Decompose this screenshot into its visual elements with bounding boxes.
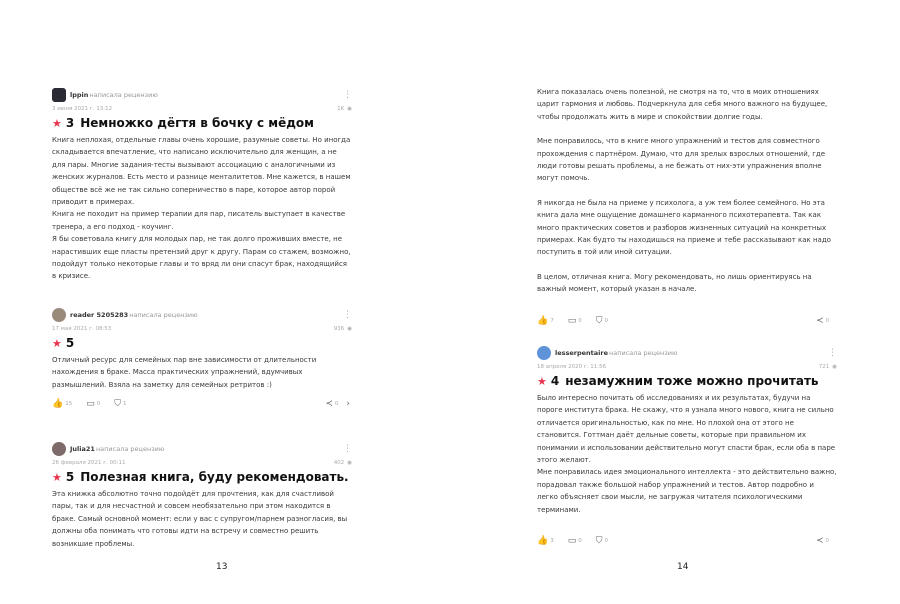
review-paragraph: Мне понравилась идея эмоционального интеллекта - это действительно важно, порадовал также большой набор упражнений и тестов. Автор подробно и легко объясняет свои мысли, не загружая читателя психологическими терминами.	[537, 468, 837, 514]
bookmark-button[interactable]: ⛉ 0	[595, 536, 608, 547]
review-body	[52, 134, 352, 283]
like-button[interactable]: 👍 15	[52, 399, 73, 410]
comment-icon: ▭	[567, 315, 577, 326]
like-button[interactable]: 👍 7	[537, 315, 554, 326]
star-icon: ★	[52, 470, 62, 484]
page-number: 13	[216, 562, 228, 572]
more-menu-icon[interactable]: ⋮	[828, 347, 837, 358]
comment-icon: ▭	[567, 536, 577, 547]
bookmark-icon: ⛉	[595, 536, 603, 547]
more-menu-icon[interactable]: ⋮	[343, 309, 352, 320]
review-title: Полезная книга, буду рекомендовать.	[80, 470, 349, 484]
wrote-review-label: написала рецензию	[95, 445, 165, 453]
rating-value: 4	[550, 374, 560, 388]
review-card	[52, 306, 352, 409]
views-count: 936	[333, 326, 345, 332]
review-title: незамужним тоже можно прочитать	[565, 374, 819, 388]
avatar[interactable]	[52, 442, 66, 456]
review-paragraph: Отличный ресурс для семейных пар вне зависимости от длительности нахождения в браке. Масса практических упражнений, вдумчивых размышлений. Взяла на заметку для семейных ретритов :)	[52, 356, 317, 389]
review-paragraph: Я никогда не была на приеме у психолога, а уж тем более семейного. Но эта книга дала мне ощущение домашнего карманного психотерапевта. Так как много практических советов и разборов жизненных ситуаций на конкретных примерах. Как будто ты находишься на приеме и тебе рассказывают как надо поступить в той или иной ситуации.	[537, 198, 831, 257]
review-paragraph: Книга неплохая, отдельные главы очень хорошие, разумные советы. Но иногда складывается впечатление, что написано исключительно для женщин, а не для пары. Многие задания-тесты вызывают ассоциацию с аналогичными из женских журналов. Есть место и разнице менталитетов. Мне кажется, в нашем обществе всё же не так сильно соперничество в паре, которое автор порой приводит в примерах.	[52, 136, 351, 207]
review-paragraph: Книга не походит на пример терапии для пар, писатель выступает в качестве тренера, а его подход - коучинг.	[52, 210, 346, 231]
share-button[interactable]: ≺ 0	[325, 399, 339, 410]
review-date: 26 февраля 2021 г. 00:11	[52, 460, 126, 466]
review-body	[537, 392, 837, 516]
review-actions	[52, 399, 352, 409]
page-14	[450, 0, 900, 604]
review-header	[52, 306, 352, 324]
like-button[interactable]: 👍 3	[537, 536, 554, 547]
review-title-row	[52, 116, 352, 130]
rating-value: 5	[65, 470, 75, 484]
chevron-right-icon: ›	[346, 399, 350, 410]
share-icon: ≺	[815, 536, 824, 547]
review-actions	[537, 536, 837, 546]
review-card	[52, 440, 352, 550]
wrote-review-label: написала рецензию	[609, 349, 678, 357]
page-number: 14	[677, 562, 689, 572]
eye-icon: ◉	[347, 106, 352, 112]
review-header	[537, 344, 837, 362]
username[interactable]: lppin	[70, 91, 89, 99]
bookmark-button[interactable]: ⛉ 1	[114, 399, 127, 410]
review-body	[52, 354, 352, 391]
share-button[interactable]: ≺ 0	[815, 536, 829, 547]
share-icon: ≺	[325, 399, 333, 410]
review-date: 3 июня 2021 г. 13:12	[52, 106, 113, 112]
wrote-review-label: написала рецензию	[129, 311, 198, 319]
rating-value: 3	[65, 116, 75, 130]
review-continuation	[537, 86, 837, 326]
thumbs-up-icon: 👍	[537, 315, 549, 326]
views-count: 402	[333, 460, 345, 466]
wrote-review-label: написала рецензию	[89, 91, 158, 99]
review-title-row	[537, 374, 837, 388]
thumbs-up-icon: 👍	[537, 536, 549, 547]
review-body	[537, 86, 837, 296]
share-icon: ≺	[815, 315, 824, 326]
review-paragraph: Было интересно почитать об исследованиях и их результатах, будучи на пороге института брака. Не скажу, что я узнала много нового, книга не сильно отличается оригинальностью, как по мне. Но плохой она от этого не становится. Готтман даёт дельные советы, которые при правильном их понимании и использовании действительно могут спасти брак, если оба в паре этого желают.	[537, 394, 836, 465]
bookmark-icon: ⛉	[595, 315, 603, 326]
review-body	[52, 488, 352, 550]
share-button[interactable]: ≺ 0	[815, 315, 829, 326]
review-card	[537, 344, 837, 546]
next-button[interactable]	[346, 399, 352, 409]
username[interactable]: lesserpentaire	[555, 349, 609, 357]
review-paragraph: Эта книжка абсолютно точно подойдёт для прочтения, как для счастливой пары, так и для несчастной и совсем необязательно при этом находится в браке. Самый основной момент: если у вас с супругом/парнем разногласия, вы должны оба понимать что готовы идти на встречу и совместно решить возникшие проблемы.	[52, 490, 348, 548]
bookmark-icon: ⛉	[114, 399, 121, 410]
review-actions	[537, 316, 837, 326]
review-paragraph: Я бы советовала книгу для молодых пар, не так долго проживших вместе, не нарастивших еще пласты претензий друг к другу. Парам со стажем, возможно, подойдут только некоторые главы и то вряд ли они спасут брак, находящийся в кризисе.	[52, 235, 351, 281]
review-date: 17 мая 2021 г. 08:53	[52, 326, 112, 332]
review-title-row	[52, 336, 352, 350]
review-paragraph: Мне понравилось, что в книге много упражнений и тестов для совместного прохождения с партнёром. Думаю, что для зрелых взрослых отношений, где люди готовы решать проблемы, а не бежать от них-эти упражнения вполне могут помочь.	[537, 137, 826, 183]
review-paragraph: Книга показалась очень полезной, не смотря на то, что в моих отношениях царит гармония и любовь. Подчеркнула для себя много важного на будущее, чтобы продолжать жить в мире и спокойствии долгие годы.	[537, 88, 828, 121]
bookmark-button[interactable]: ⛉ 0	[595, 315, 608, 326]
comment-icon: ▭	[86, 399, 95, 410]
avatar[interactable]	[537, 346, 551, 360]
review-card	[52, 86, 352, 283]
comment-button[interactable]: ▭ 0	[86, 399, 101, 410]
avatar[interactable]	[52, 88, 66, 102]
review-meta	[52, 106, 352, 112]
username[interactable]: reader 5205283	[70, 311, 129, 319]
review-title: Немножко дёгтя в бочку с мёдом	[80, 116, 314, 130]
views-count: 1K	[337, 106, 345, 112]
thumbs-up-icon: 👍	[52, 399, 64, 410]
eye-icon: ◉	[347, 460, 352, 466]
review-header	[52, 86, 352, 104]
review-paragraph: В целом, отличная книга. Могу рекомендовать, но лишь ориентируясь на важный момент, который указан в начале.	[537, 272, 812, 294]
more-menu-icon[interactable]: ⋮	[343, 443, 352, 454]
review-title-row	[52, 470, 352, 484]
review-meta	[52, 460, 352, 466]
eye-icon: ◉	[832, 364, 837, 370]
star-icon: ★	[537, 374, 547, 388]
rating-value: 5	[65, 336, 75, 350]
star-icon: ★	[52, 116, 62, 130]
review-header	[52, 440, 352, 458]
comment-button[interactable]: ▭ 0	[567, 536, 582, 547]
more-menu-icon[interactable]: ⋮	[343, 89, 352, 100]
views-count: 721	[818, 364, 830, 370]
avatar[interactable]	[52, 308, 66, 322]
review-meta	[537, 364, 837, 370]
review-meta	[52, 326, 352, 332]
username[interactable]: Julia21	[70, 445, 95, 453]
star-icon: ★	[52, 336, 62, 350]
review-date: 18 апреля 2020 г. 11:56	[537, 364, 607, 370]
comment-button[interactable]: ▭ 0	[567, 315, 582, 326]
eye-icon: ◉	[347, 326, 352, 332]
